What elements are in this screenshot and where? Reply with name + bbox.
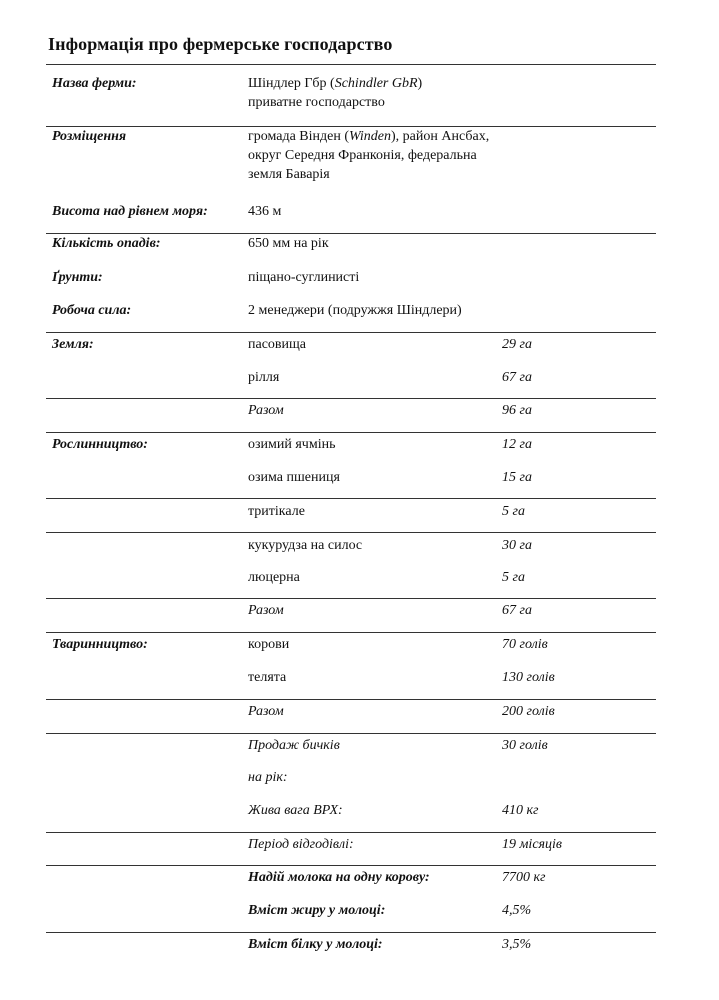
divider <box>46 865 656 866</box>
land-item-name: пасовища <box>248 337 307 352</box>
sales-label: Продаж бичків <box>248 738 340 753</box>
divider <box>46 733 656 734</box>
crop-value: 12 га <box>502 437 532 452</box>
crops-total-value: 67 га <box>502 603 532 618</box>
altitude-label: Висота над рівнем моря: <box>52 204 208 219</box>
location-latin: Winden <box>349 129 392 144</box>
livestock-total-value: 200 голів <box>502 704 555 719</box>
protein-value: 3,5% <box>502 937 532 952</box>
labor-value: 2 менеджери (подружжя Шіндлери) <box>248 303 462 318</box>
divider <box>46 498 656 499</box>
farm-name-label: Назва ферми: <box>52 76 137 91</box>
livestock-item-value: 70 голів <box>502 637 548 652</box>
crop-name: озима пшениця <box>248 470 340 485</box>
rainfall-value: 650 мм на рік <box>248 236 329 251</box>
location-pre: громада Вінден ( <box>248 129 350 144</box>
crop-name: люцерна <box>248 570 300 585</box>
crop-name: озимий ячмінь <box>248 437 336 452</box>
crop-name: кукурудза на силос <box>248 538 363 553</box>
land-total-value: 96 га <box>502 403 532 418</box>
farm-name-latin: Schindler GbR <box>334 76 418 91</box>
divider <box>46 598 656 599</box>
divider <box>46 332 656 333</box>
soils-label: Ґрунти: <box>52 270 103 285</box>
location-post: ), район Ансбах, округ Середня Франконія, федеральна земля Баварія <box>248 129 490 182</box>
calving-label: Період відгодівлі: <box>248 837 354 852</box>
sales-label-cont: на рік: <box>248 770 288 785</box>
farm-name: Шіндлер Гбр <box>248 76 327 91</box>
divider <box>46 699 656 700</box>
soils-value: піщано-суглинисті <box>248 270 360 285</box>
livestock-item-name: корови <box>248 637 290 652</box>
land-item-value: 29 га <box>502 337 532 352</box>
crop-value: 30 га <box>502 538 532 553</box>
page-title: Інформація про фермерське господарство <box>48 34 393 54</box>
sales-value: 30 голів <box>502 738 548 753</box>
protein-label: Вміст білку у молоці: <box>248 937 383 952</box>
divider <box>46 532 656 533</box>
crops-label: Рослинництво: <box>52 437 148 452</box>
altitude-value: 436 м <box>248 204 282 219</box>
crop-value: 15 га <box>502 470 532 485</box>
farm-name-value: Шіндлер Гбр (Schindler GbR) приватне господарство <box>248 76 423 110</box>
milk-label: Надій молока на одну корову: <box>248 870 430 885</box>
crop-value: 5 га <box>502 504 525 519</box>
labor-label: Робоча сила: <box>52 303 132 318</box>
land-label: Земля: <box>52 337 94 352</box>
fat-label: Вміст жиру у молоці: <box>248 903 386 918</box>
crop-value: 5 га <box>502 570 525 585</box>
crop-name: тритікале <box>248 504 305 519</box>
livestock-label: Тваринництво: <box>52 637 148 652</box>
land-total-label: Разом <box>248 403 284 418</box>
divider <box>46 632 656 633</box>
calving-value: 19 місяців <box>502 837 563 852</box>
divider <box>46 832 656 833</box>
livestock-item-value: 130 голів <box>502 670 555 685</box>
weight-value: 410 кг <box>502 803 539 818</box>
weight-label: Жива вага ВРХ: <box>248 803 343 818</box>
crops-total-label: Разом <box>248 603 284 618</box>
land-item-value: 67 га <box>502 370 532 385</box>
livestock-total-label: Разом <box>248 704 284 719</box>
location-label: Розміщення <box>52 129 127 144</box>
divider <box>46 432 656 433</box>
divider <box>46 932 656 933</box>
milk-value: 7700 кг <box>502 870 546 885</box>
livestock-item-name: телята <box>248 670 287 685</box>
land-item-name: рілля <box>248 370 280 385</box>
location-value <box>248 127 508 184</box>
farm-type: приватне господарство <box>248 95 385 110</box>
fat-value: 4,5% <box>502 903 532 918</box>
divider <box>46 64 656 65</box>
rainfall-label: Кількість опадів: <box>52 236 161 251</box>
divider <box>46 398 656 399</box>
